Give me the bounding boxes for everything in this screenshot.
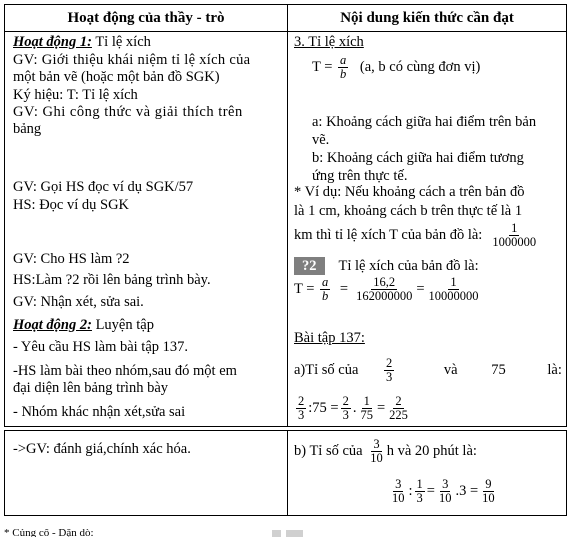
text-line: Ký hiệu: T: Tỉ lệ xích bbox=[13, 87, 138, 103]
text-line: GV: Giới thiệu khái niệm tỉ lệ xích của bbox=[13, 52, 251, 68]
exercise-a: a)Tỉ số của $\frac{2}{3}$ và 75 là: bbox=[294, 356, 562, 385]
text-line: a: Khoảng cách giữa hai điểm trên bản bbox=[312, 114, 537, 130]
content-cell bbox=[288, 32, 566, 428]
text-line: - Nhóm khác nhận xét,sửa sai bbox=[13, 404, 186, 420]
fraction: $\frac{2}{3}$ bbox=[386, 356, 393, 385]
activity2-label: Hoạt động 2: bbox=[13, 317, 92, 333]
exercise-title: Bài tập 137: bbox=[294, 330, 365, 346]
activity1-title: Tỉ lệ xích bbox=[91, 34, 151, 50]
fraction: $\frac{2}{225}$ bbox=[389, 394, 408, 423]
content-cell bbox=[288, 429, 566, 515]
activities-cell bbox=[5, 32, 288, 428]
fraction: $\frac{3}{10}$ bbox=[392, 477, 405, 506]
fraction: $\frac{3}{10}$ bbox=[370, 437, 383, 466]
text-line: Tỉ lệ xích của bản đồ là: bbox=[338, 258, 479, 274]
text-line: HS:Làm ?2 rồi lên bảng trình bày. bbox=[13, 272, 211, 288]
formula-row bbox=[312, 52, 480, 82]
text-line: là 1 cm, khoảng cách b trên thực tế là 1 bbox=[294, 203, 523, 219]
footer-text: * Củng cố - Dặn dò: bbox=[4, 529, 94, 537]
text-line: một bản vẽ (hoặc một bản đồ SGK) bbox=[13, 69, 220, 85]
marker bbox=[272, 530, 281, 537]
fraction: $\frac{2}{3}$ bbox=[342, 394, 349, 423]
fraction: $\frac{1}{1000000}$ bbox=[492, 221, 537, 250]
text-line: GV: Cho HS làm ?2 bbox=[13, 251, 130, 267]
exercise-a-calc: $\frac{2}{3}$ :75 = $\frac{2}{3}$ . $\frac{1}{75}$ = $\frac{2}{225}$ bbox=[298, 394, 408, 423]
text-line: b: Khoảng cách giữa hai điểm tương bbox=[312, 150, 524, 166]
activity2-title: Luyện tập bbox=[91, 317, 154, 333]
fraction: $\frac{a}{b}$ bbox=[340, 53, 347, 82]
activities-cell bbox=[5, 429, 288, 515]
fraction: $\frac{16,2}{162000000}$ bbox=[356, 275, 413, 304]
table-row bbox=[5, 429, 566, 515]
text-line: ứng trên thực tế. bbox=[312, 168, 408, 184]
fraction: $\frac{3}{10}$ bbox=[438, 477, 452, 506]
text-line: * Ví dụ: Nếu khoảng cách a trên bản đồ bbox=[294, 184, 525, 200]
formula-note: (a, b có cùng đơn vị) bbox=[359, 59, 481, 75]
text-line: bảng bbox=[13, 121, 42, 137]
text-line: GV: Ghi công thức và giải thích trên bbox=[13, 104, 243, 120]
activity1-label: Hoạt động 1: bbox=[13, 34, 92, 50]
text-line: GV: Nhận xét, sửa sai. bbox=[13, 294, 144, 310]
text-line: ->GV: đánh giá,chính xác hóa. bbox=[13, 441, 191, 457]
marker bbox=[286, 530, 303, 537]
text-line: - Yêu cầu HS làm bài tập 137. bbox=[13, 339, 189, 355]
table-row bbox=[5, 32, 566, 429]
text-line: -HS làm bài theo nhóm,sau đó một em bbox=[13, 363, 237, 379]
lesson-table bbox=[4, 4, 567, 516]
q2-formula: T = $\frac{a}{b}$ = $\frac{16,2}{162000000}$ = $\frac{1}{10000000}$ bbox=[294, 275, 479, 304]
question-badge: ?2 bbox=[294, 257, 325, 275]
header-col1: Hoạt động của thầy - trò bbox=[5, 5, 288, 31]
text-line: vẽ. bbox=[312, 132, 330, 148]
section-title: 3. Tỉ lệ xích bbox=[294, 34, 364, 50]
text-line: đại diện lên bảng trình bày bbox=[13, 380, 169, 396]
activity2-heading bbox=[13, 317, 154, 334]
formula-T: T = bbox=[312, 59, 337, 75]
text-line: km thì tỉ lệ xích T của bản đồ là: bbox=[294, 227, 483, 243]
example-result bbox=[294, 220, 540, 250]
exercise-b-calc: $\frac{3}{10}$ : $\frac{1}{3}$ = $\frac{3}{10}$ .3 = $\frac{9}{10}$ bbox=[392, 477, 495, 506]
text-line: HS: Đọc ví dụ SGK bbox=[13, 197, 130, 213]
page-break-gap bbox=[4, 426, 567, 431]
fraction: $\frac{9}{10}$ bbox=[482, 477, 495, 506]
table-header bbox=[5, 5, 566, 32]
text-line: GV: Gọi HS đọc ví dụ SGK/57 bbox=[13, 179, 194, 195]
fraction: $\frac{1}{3}$ bbox=[416, 477, 423, 506]
fraction: $\frac{2}{3}$ bbox=[298, 394, 305, 423]
fraction: $\frac{1}{10000000}$ bbox=[428, 275, 479, 304]
fraction: $\frac{a}{b}$ bbox=[322, 275, 329, 304]
header-col2: Nội dung kiến thức cần đạt bbox=[340, 9, 514, 26]
activity1-heading bbox=[13, 34, 151, 51]
exercise-b: b) Tỉ số của $\frac{3}{10}$ h và 20 phút là: bbox=[294, 437, 477, 466]
fraction: $\frac{1}{75}$ bbox=[360, 394, 373, 423]
